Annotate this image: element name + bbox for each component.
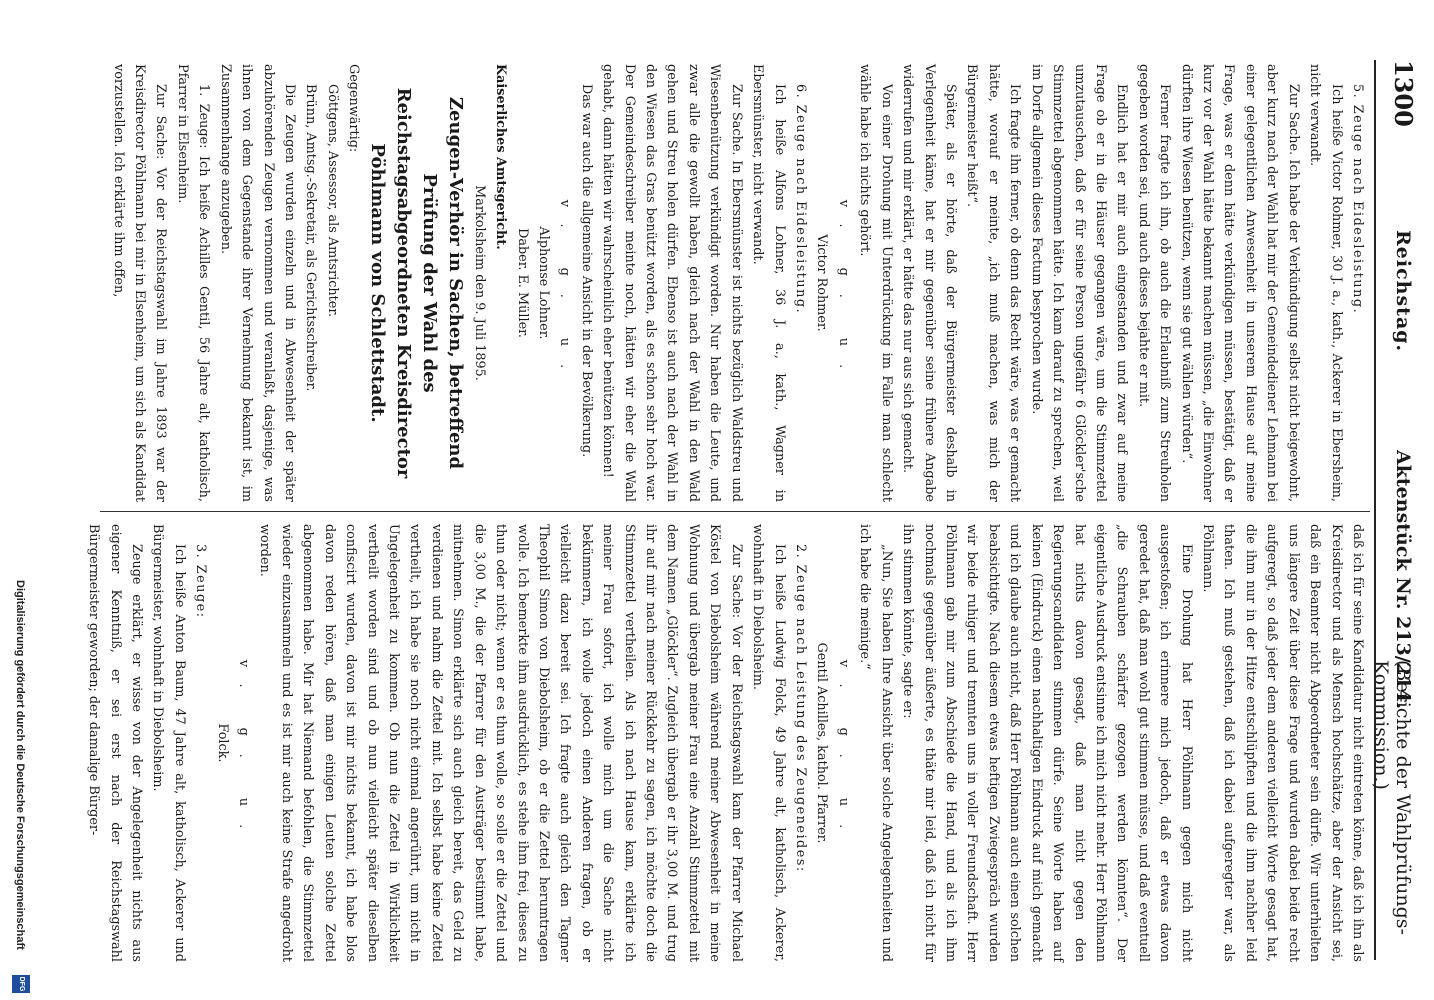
court-name: Kaiserliches Amtsgericht.: [493, 64, 509, 250]
left-column: [107, 64, 1368, 502]
page-number: 1300: [1389, 60, 1418, 127]
column-divider: [100, 511, 1370, 512]
read-approved-signed: v. g. u.: [835, 659, 851, 847]
header-rule: [1374, 60, 1376, 960]
paragraph: Von einer Drohung mit Unterdrückung im Falle man schlecht wähle habe ich nichts gehört.: [857, 64, 894, 502]
dfg-logo: DFG: [12, 975, 30, 993]
paragraph: Zur Sache. In Ebersmünster ist nichts bezüglich Waldstreu und Wiesenbenützung verkündigt worden. Nur haben die Leute, und zwar alle die gewollt haben, gleich nach der Wahl in den Wald gehen und Streu holen dürfen. Ebenso ist auch nach der Wahl in den Wiesen das Gras benützt worden, als es schon sehr hoch war. Der Gemeindeschreiber meinte noch, hätten wir eher die Wahl gehabt, dann hätten wir wahrscheinlich eher benützen können!: [600, 64, 744, 502]
paragraph: Ich fragte ihn ferner, ob denn das Recht wäre, was er gemacht hätte, worauf er meinte, „ich muß machen, was mich der Bürgermeister heißt“.: [964, 64, 1023, 502]
paragraph: Eine Drohung hat Herr Pöhlmann gegen mich nicht ausgestoßen; ich erinnere mich jedoch, daß er etwas davon geredet hat, daß man wohl gut stimmen müsse, und daß eventuell „die Schrauben schärfer gezogen werden könnten“. Der eigentliche Ausdruck entsinne ich mich nicht mehr. Herr Pöhlmann hat nichts davon gesagt, daß man nicht gegen den Regierungscandidaten stimmen dürfe. Seine Worte haben auf keinen (Eindruck) einen nachhaltigen Eindruck auf mich gemacht und ich glaube auch nicht, daß Herr Pöhlmann auch einen solchen beabsichtigte. Nach diesem etwas heftigen Zwiegespräch wurden wir beide ruhiger und trennten uns in voller Freundschaft. Herr Pöhlmann gab mir zum Abschiede die Hand, und als ich ihm nochmals gegenüber äußerte, es thäte mir leid, daß ich nicht für ihn stimmen könnte, sagte er:: [900, 524, 1194, 962]
witness-heading: 6. Zeuge nach Eidesleistung.: [793, 84, 809, 315]
paragraph: daß ich für seine Kandidatur nicht eintreten könne, daß ich ihn als Kreisdirector und als Mensch hochschätze, aber der Ansicht sei, daß ein Beamter nicht Abgeordneter sein dürfe. Wir unterhielten uns längere Zeit über diese Frage und wurden dabei beide recht aufgeregt, so daß jeder dem anderen vielleicht Worte gesagt hat, die ihm nur in der Hitze entschlüpften und die ihm nachher leid thaten. Ich muß gestehen, daß ich dabei aufgeregter war, als Pöhlmann.: [1200, 524, 1365, 962]
paragraph: Ferner fragte ich ihn, ob auch die Erlaubniß zum Streuholen gegeben worden sei, und auch dieses bejahte er mit.: [1135, 64, 1173, 502]
right-column: [83, 524, 1368, 962]
paragraph: Später, als er hörte, daß der Bürgermeister deshalb in Verlegenheit käme, hat er mir gegenüber seine frühere Angabe widerrufen und mir erklärt, er hätte das nur aus sich gemacht.: [900, 64, 958, 502]
witness-heading: 3. Zeuge:: [193, 544, 209, 619]
paragraph: Ich heiße Ludwig Folck, 49 Jahre alt, katholisch, Ackerer, wohnhaft in Diebolsheim.: [750, 524, 787, 962]
section-title: Zeugen-Verhör in Sachen, betreffend Prüfung der Wahl des Reichstagsabgeordneten Kreisdirector Pöhlmann von Schlettstadt.: [367, 87, 467, 479]
signature: Gentil Achilles, kathol. Pfarrer.: [814, 642, 830, 844]
paragraph: Die Zeugen wurden einzeln und in Abwesenheit der später abzuhörenden Zeugen vernommen und veranlaßt, dasjenige, was ihnen von dem Gegenstande ihrer Vernehmung bekannt ist, im Zusammenhange anzugeben.: [217, 64, 298, 502]
read-approved-signed: v. g. u.: [236, 659, 252, 847]
present-label: Gegenwärtig:: [346, 64, 362, 153]
paragraph: Zur Sache. Ich habe der Verkündigung selbst nicht beigewohnt, aber kurz nach der Wahl hat mir der Gemeindediener Lehmann bei einer gelegentlichen Anwesenheit in unserem Hause auf meine Frage, was er denn hätte verkündigen müssen, bestätigt, daß er kurz vor der Wahl hätte bekannt machen müssen, „die Einwohner dürften ihre Wiesen benützen, wenn sie gut wählen würden“.: [1178, 64, 1301, 502]
present-member: Göttgens, Assessor, als Amtsrichter.: [324, 84, 340, 318]
document-number: Aktenstück Nr. 213/214.: [1392, 450, 1414, 709]
digitization-credit: Digitalisierung gefördert durch die Deutsche Forschungsgemeinschaft: [14, 580, 26, 950]
paragraph: „Nun, Sie haben Ihre Ansicht über solche Angelegenheiten und ich habe die meinige.“: [857, 524, 894, 962]
witness-heading: 5. Zeuge nach Eidesleistung.: [1350, 84, 1365, 315]
place-date: Markolsheim den 9. Juli 1895.: [471, 185, 487, 381]
paragraph: 1. Zeuge: Ich heiße Achilles Gentil, 56 Jahre alt, katholisch, Pfarrer in Elsenheim.: [174, 64, 212, 502]
witness-heading: 2. Zeuge nach Leistung des Zeugeneides:: [793, 544, 809, 873]
page-header: [1370, 60, 1426, 960]
organization-title: Reichstag.: [1392, 230, 1414, 353]
read-approved-signed: v. g. u.: [835, 199, 851, 387]
signature: Folck.: [214, 723, 230, 763]
signature: Victor Rohmer.: [814, 234, 830, 332]
paragraph: Ich heiße Victor Rohmer, 30 J. a., kath., Ackerer in Ebersheim, nicht verwandt.: [1307, 64, 1344, 502]
paragraph: Zur Sache: Vor der Reichstagswahl kam der Pfarrer Michael Köstel von Diebolsheim während meiner Abwesenheit in meine Wohnung und übergab meiner Frau eine Anzahl Stimmzettel mit dem Namen „Glöckler“. Zugleich übergab er ihr 3,00 M. und trug ihr auf mir nach meiner Rückkehr zu sagen, ich möchte doch die Stimmzettel vertheilen. Als ich nach Hause kam, erklärte ich meiner Frau sofort, ich wolle mich um die Sache nicht bekümmern, ich wolle jedoch einen Anderen fragen, ob er vielleicht dazu bereit sei. Ich fragte auch gleich den Tagner Theophil Simon von Diebolsheim, ob er die Zettel herumtragen wolle. Ich bemerkte ihm ausdrücklich, es stehe ihm frei, dieses zu thun oder nicht; wenn er es thun wolle, so solle er die Zettel und die 3,00 M., die der Pfarrer für den Austräger bestimmt habe, mitnehmen. Simon erklärte sich auch gleich bereit, das Geld zu verdienen und nahm die Zettel mit. Ich selbst habe keine Zettel vertheilt, ich habe sie noch nicht einmal angerührt, um nicht in Ungelegenheit zu kommen. Ob nun die Zettel in Wirklichkeit vertheilt worden sind und ob nun vielleicht später dieselben confiscirt wurden, davon ist mir nichts bekannt, ich habe blos davon reden hören, daß man einigen Leuten solche Zettel abgenommen habe. Mir hat Niemand befohlen, die Stimmzettel wieder einzusammeln und es ist mir auch keine Strafe angedroht worden.: [257, 524, 744, 962]
paragraph: Endlich hat er mir auch eingestanden und zwar auf meine Frage ob er in die Häuser gegangen wäre, um die Stimmzettel umzutauschen, daß er für seine Person ungefähr 6 Glöckler'sche Stimmzettel abgenommen hätte. Ich kam darauf zu sprechen, weil im Dorfe allgemein dieses Factum besprochen wurde.: [1028, 64, 1130, 502]
commission-title: (Berichte der Wahlprüfungs-Kommission.): [1370, 660, 1414, 935]
read-approved-signed: v. g. u.: [557, 199, 573, 387]
paragraph: Ich heiße Anton Baum, 47 Jahre alt, katholisch, Ackerer und Bürgermeister, wohnhaft in Diebolsheim.: [150, 524, 187, 962]
paragraph: Zur Sache: Vor der Reichstagswahl im Jahre 1893 war der Kreisdirector Pöhlmann bei mir in Elsenheim, um sich als Kandidat vorzustellen. Ich erklärte ihm offen,: [110, 64, 169, 502]
paragraph: Ich heiße Alfons Lohner, 36 J. a., kath., Wagner in Ebersmünster, nicht verwandt.: [750, 64, 787, 502]
paragraph: Zeuge erklärt, er wisse von der Angelegenheit nichts aus eigener Kenntniß, er sei erst nach der Reichstagswahl Bürgermeister geworden; der damalige Bürger-: [86, 524, 144, 962]
paragraph: Das war auch die allgemeine Ansicht in der Bevölkerung.: [578, 84, 594, 458]
present-member: Brünn, Amtsg.-Sekretair, als Gerichtsschreiber.: [303, 84, 319, 392]
signature: Daber. E. Müller.: [514, 228, 530, 338]
signature: Alphonse Lohner.: [535, 226, 551, 340]
